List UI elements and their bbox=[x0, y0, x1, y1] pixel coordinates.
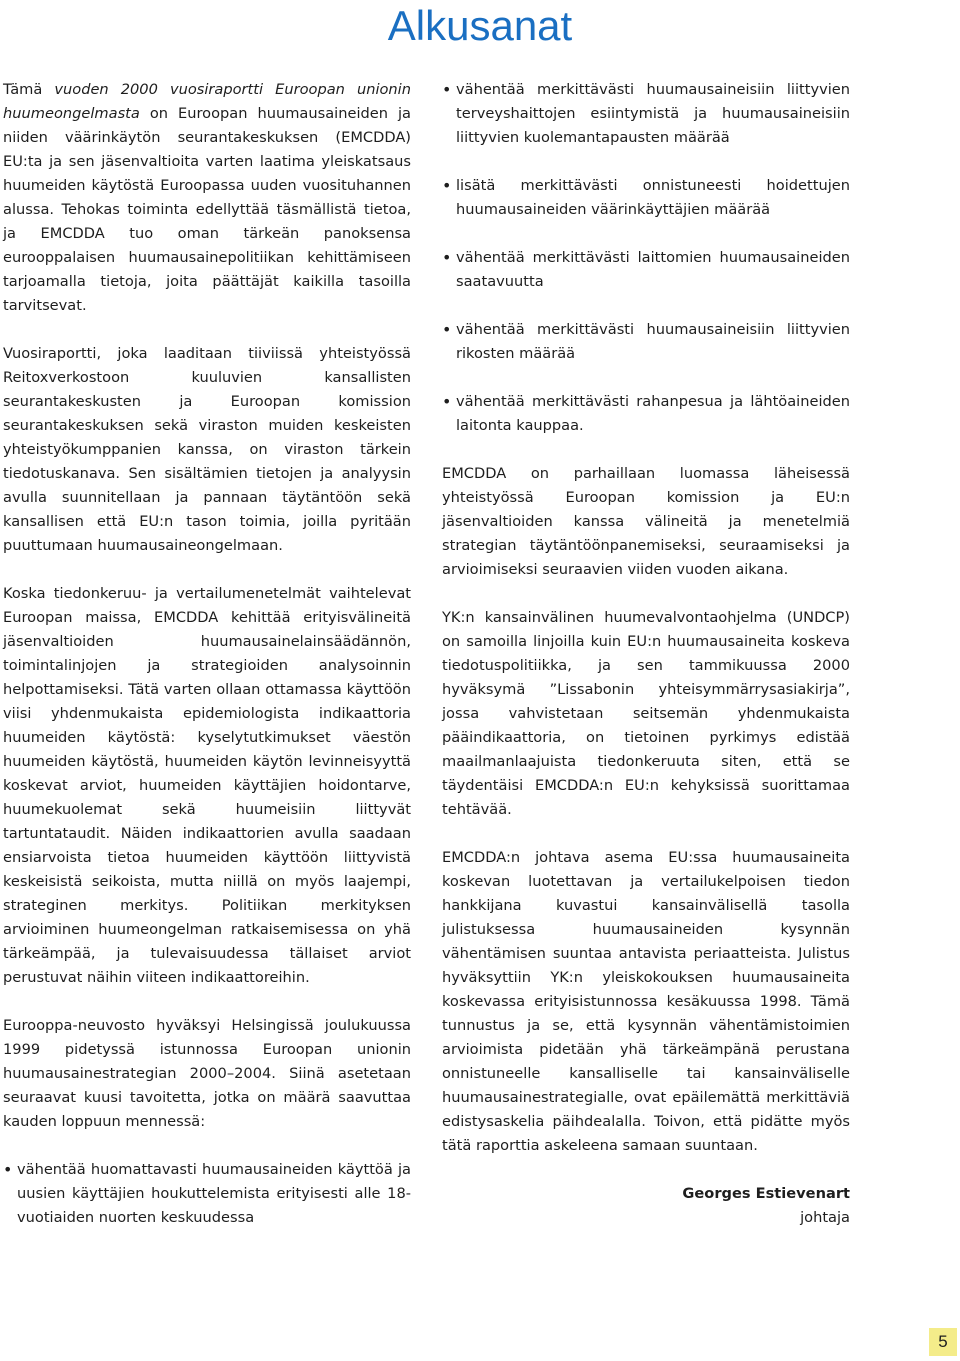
signature-role: johtaja bbox=[800, 1209, 850, 1226]
signature-name: Georges Estievenart bbox=[682, 1185, 850, 1202]
page-number-badge: 5 bbox=[929, 1328, 957, 1356]
list-item: • lisätä merkittävästi onnistuneesti hoidettujen huumausaineiden väärinkäyttäjien määrää bbox=[442, 174, 850, 222]
intro-paragraph: Tämä vuoden 2000 vuosiraportti Euroopan unionin huumeongelmasta on Euroopan huumausaineiden ja niiden väärinkäytön seurantakeskuksen (EMCDDA) EU:ta ja sen jäsenvaltioita varten laatima yleiskatsaus huumeiden käytöstä Euroopassa uuden vuosituhannen alussa. Tehokas toiminta edellyttää täsmällistä tietoa, ja EMCDDA tuo oman tärkeän panoksensa eurooppalaisen huumausainepolitiikan kehittämiseen tarjoamalla tietoja, joita päättäjät kaikilla tasoilla tarvitsevat. bbox=[3, 81, 411, 314]
undcp-paragraph: YK:n kansainvälinen huumevalvontaohjelma (UNDCP) on samoilla linjoilla kuin EU:n huumausaineita koskeva tiedotuspolitiikka, ja sen tammikuussa 2000 hyväksymä ”Lissabonin yhteisymmärrysasiakirja”, jossa vahvistetaan seitsemän yhdenmukaista pääindikaattoria, on tietoinen pyrkimys edistää maailmanlaajuista tiedonkeruuta siten, että se täydentäisi EMCDDA:n EU:n kehyksissä suorittamaa tehtävää. bbox=[442, 609, 850, 818]
left-column bbox=[3, 78, 411, 1254]
right-column bbox=[442, 78, 850, 1230]
indicators-paragraph: Koska tiedonkeruu- ja vertailumenetelmät vaihtelevat Euroopan maissa, EMCDDA kehittää erityisvälineitä jäsenvaltioiden huumausainelainsäädännön, toimintalinjojen ja strategioiden analysoinnin helpottamiseksi. Tätä varten ollaan ottamassa käyttöön viisi yhdenmukaista epidemiologista indikaattoria huumeiden käytöstä: kyselytutkimukset väestön huumeiden käytöstä, huumeiden käytön levinneisyyttä koskevat arviot, huumeiden käyttäjien hoidontarve, huumekuolemat sekä huumeisiin liittyvät tartuntataudit. Näiden indikaattorien avulla saadaan ensiarvoista tietoa huumeiden käyttöön liittyvistä keskeisistä seikoista, mutta niillä on myös laajempi, strateginen merkitys. Politiikan merkityksen arvioiminen huumeongelman ratkaisemisessa on yhä tärkeämpää, ja tulevaisuudessa tällaiset arviot perustuvat näihin viiteen indikaattoreihin. bbox=[3, 585, 411, 986]
list-item: • vähentää huomattavasti huumausaineiden käyttöä ja uusien käyttäjien houkuttelemista erityisesti alle 18-vuotiaiden nuorten keskuudessa bbox=[3, 1158, 411, 1230]
list-item: • vähentää merkittävästi huumausaineisiin liittyvien rikosten määrää bbox=[442, 318, 850, 366]
list-item: • vähentää merkittävästi laittomien huumausaineiden saatavuutta bbox=[442, 246, 850, 294]
report-title-italic: vuoden 2000 vuosiraportti Euroopan unionin huumeongelmasta bbox=[3, 81, 411, 122]
strategy-paragraph: Eurooppa-neuvosto hyväksyi Helsingissä joulukuussa 1999 pidetyssä istunnossa Euroopan unionin huumausainestrategian 2000–2004. Siinä asetetaan seuraavat kuusi tavoitetta, jotka on määrä saavuttaa kauden loppuun mennessä: bbox=[3, 1017, 411, 1130]
list-item: • vähentää merkittävästi huumausaineisiin liittyvien terveyshaittojen esiintymistä ja huumausaineisiin liittyvien kuolemantapausten määrää bbox=[442, 78, 850, 150]
leadership-paragraph: EMCDDA:n johtava asema EU:ssa huumausaineita koskevan luotettavan ja vertailukelpoisen tiedon hankkijana kuvastui kansainvälisellä tasolla julistuksessa huumausaineiden kysynnän vähentämisen suuntaa antavista periaatteista. Julistus hyväksyttiin YK:n yleiskokouksen huumausaineita koskevassa erityisistunnossa kesäkuussa 1998. Tämä tunnustus ja se, että kysynnän vähentämistoimien arvioimista pidetään yhä tärkeämpänä perustana onnistuneelle kansalliselle tai kansainväliselle huumausainestrategialle, ovat epäilemättä merkittäviä edistysaskelia päihdealalla. Toivon, että pidätte myös tätä raporttia askeleena samaan suuntaan. bbox=[442, 849, 850, 1154]
implementation-paragraph: EMCDDA on parhaillaan luomassa läheisessä yhteistyössä Euroopan komission ja EU:n jäsenvaltioiden kanssa välineitä ja menetelmiä strategian täytäntöönpanemiseksi, seuraamiseksi ja arvioimiseksi seuraavien viiden vuoden aikana. bbox=[442, 465, 850, 578]
page-title: Alkusanat bbox=[387, 2, 573, 49]
objectives-list-right bbox=[442, 78, 850, 438]
objectives-list-left bbox=[3, 1158, 411, 1230]
list-item: • vähentää merkittävästi rahanpesua ja lähtöaineiden laitonta kauppaa. bbox=[442, 390, 850, 438]
reitox-paragraph: Vuosiraportti, joka laaditaan tiiviissä yhteistyössä Reitoxverkostoon kuuluvien kansallisten seurantakeskusten ja Euroopan komission seurantakeskuksen sekä viraston muiden keskeisten yhteistyökumppanien kanssa, on viraston tärkein tiedotuskanava. Sen sisältämien tietojen ja analyysin avulla suunnitellaan ja pannaan täytäntöön sekä kansallisen että EU:n tason toimia, joilla pyritään puuttumaan huumausaineongelmaan. bbox=[3, 345, 411, 554]
signature bbox=[442, 1182, 850, 1230]
